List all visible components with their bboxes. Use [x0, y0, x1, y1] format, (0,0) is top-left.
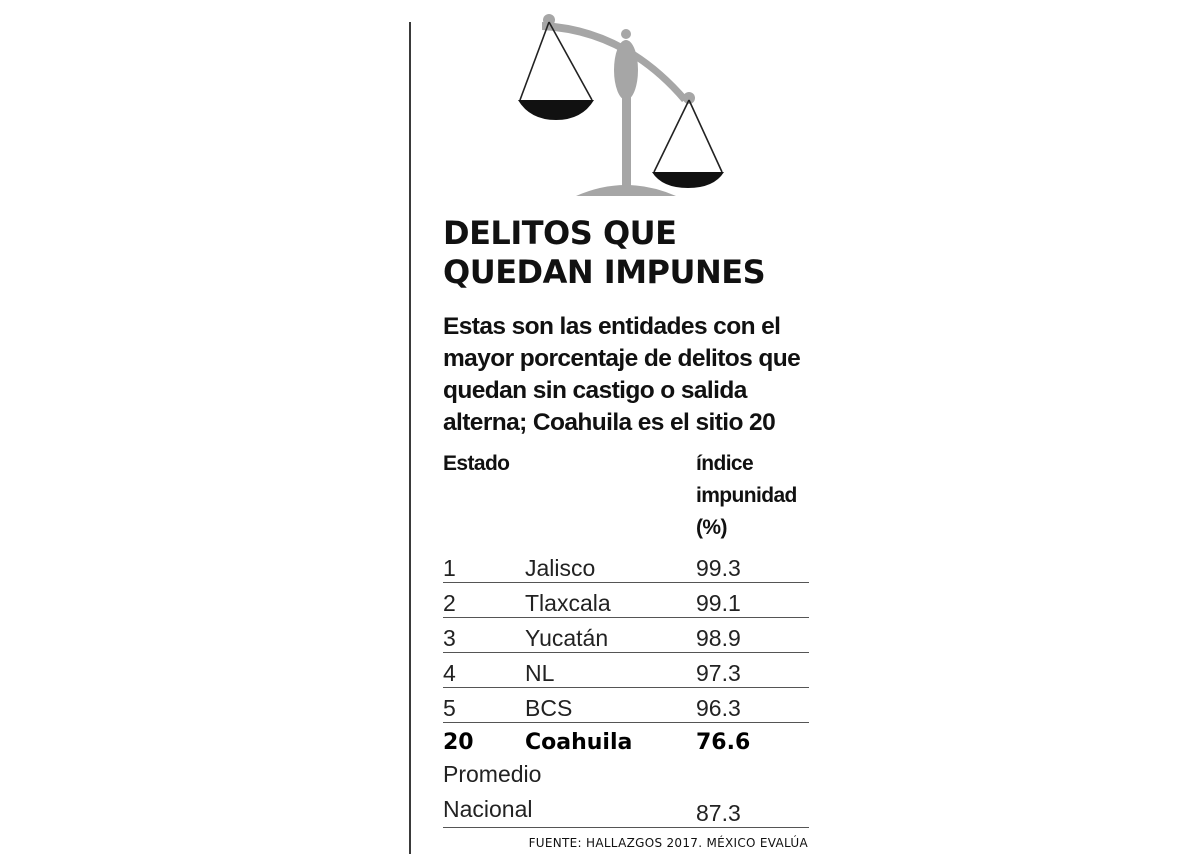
rank-cell: 20 [443, 730, 474, 755]
value-cell: 98.9 [696, 625, 741, 651]
rank-cell: 3 [443, 625, 456, 651]
value-cell: 96.3 [696, 695, 741, 721]
table-row [443, 688, 809, 723]
state-cell: Jalisco [525, 555, 596, 581]
rank-cell: 1 [443, 555, 456, 581]
table-row-highlight [443, 723, 809, 757]
rank-cell: 5 [443, 695, 456, 721]
state-cell: Tlaxcala [525, 590, 611, 616]
table-row [443, 548, 809, 583]
value-cell: 76.6 [696, 730, 751, 755]
state-cell: BCS [525, 695, 573, 721]
value-cell: 99.1 [696, 590, 741, 616]
rank-cell: 4 [443, 660, 456, 686]
source-note: FUENTE: HALLAZGOS 2017. MÉXICO EVALÚA [528, 836, 808, 850]
page-title: DELITOS QUE QUEDAN IMPUNES [443, 214, 766, 291]
column-header-estado: Estado [443, 452, 510, 475]
value-cell: 99.3 [696, 555, 741, 581]
state-cell: Yucatán [525, 625, 609, 651]
subtitle: Estas son las entidades con el mayor porcentaje de delitos que quedan sin castigo o salida alterna; Coahuila es el sitio 20 [443, 313, 801, 436]
table-row [443, 653, 809, 688]
average-value: 87.3 [696, 800, 741, 826]
column-header-indice: índice impunidad (%) [696, 452, 797, 539]
state-cell: NL [525, 660, 555, 686]
table-row [443, 583, 809, 618]
rank-cell: 2 [443, 590, 456, 616]
table-row [443, 618, 809, 653]
average-label: Promedio Nacional [443, 761, 542, 822]
value-cell: 97.3 [696, 660, 741, 686]
balance-scale-icon [506, 4, 746, 204]
impunity-table [443, 548, 809, 828]
table-row-average [443, 757, 809, 828]
state-cell: Coahuila [525, 730, 633, 755]
column-divider [409, 22, 411, 854]
